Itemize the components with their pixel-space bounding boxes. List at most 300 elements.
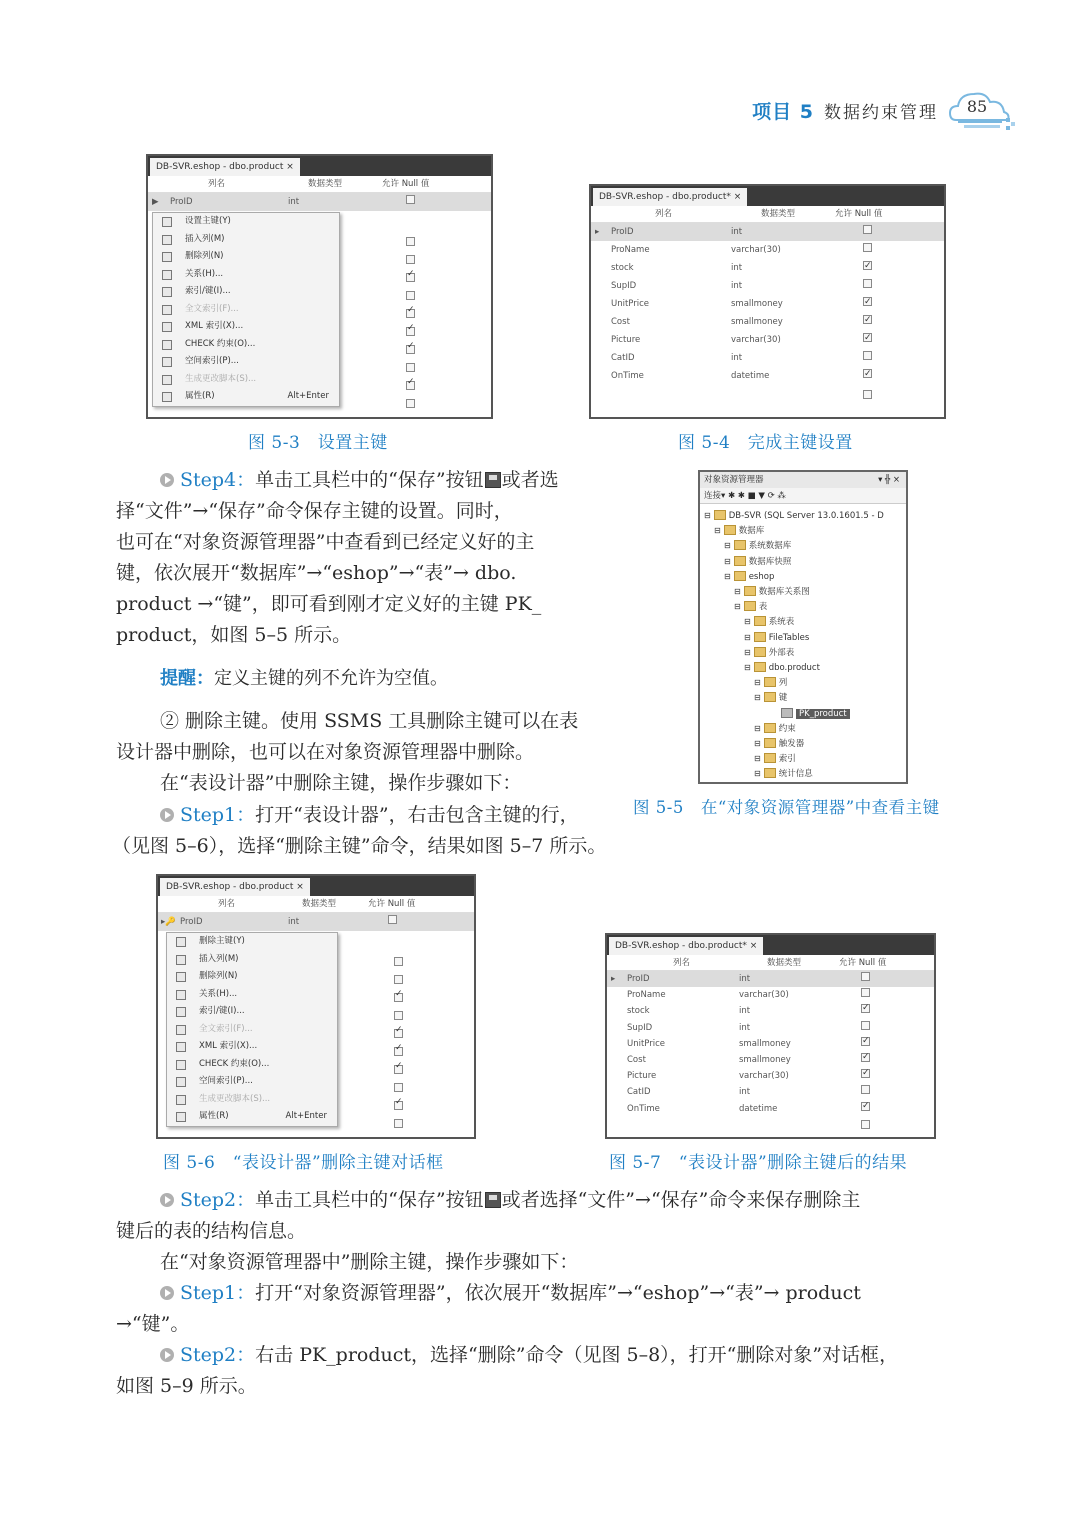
para-step1-line1: Step1：打开“表设计器”，右击包含主键的行，: [160, 800, 579, 831]
table-row[interactable]: [591, 223, 944, 241]
para-delete-line2: 设计器中删除，也可以在对象资源管理器中删除。: [116, 741, 535, 763]
expand-toggle-icon[interactable]: ⊟: [724, 556, 731, 566]
table-row[interactable]: [607, 1101, 934, 1117]
caption-fig-5-3: 图 5-3 设置主键: [248, 433, 388, 453]
cell-name: Picture: [611, 335, 641, 345]
null-checkbox[interactable]: [863, 315, 872, 324]
save-icon: [485, 1192, 501, 1208]
cell-name: UnitPrice: [627, 1038, 666, 1049]
null-checkbox[interactable]: [861, 1004, 870, 1013]
cell-type: int: [288, 917, 300, 927]
chapter-title: 数据约束管理: [824, 102, 938, 123]
expand-toggle-icon[interactable]: ⊟: [744, 663, 751, 672]
tree-node[interactable]: [744, 660, 820, 675]
menu-item-label: 生成更改脚本(S)...: [199, 1093, 271, 1104]
null-checkbox[interactable]: [863, 279, 872, 288]
table-row-empty[interactable]: [607, 1117, 934, 1133]
menu-item-icon: [176, 1060, 186, 1070]
caption-fig-5-7: 图 5-7 “表设计器”删除主键后的结果: [609, 1153, 908, 1173]
table-row[interactable]: [591, 367, 944, 385]
null-checkbox-column: [406, 231, 420, 411]
step-bullet-icon: [160, 473, 174, 487]
menu-item-label: 删除列(N): [185, 251, 224, 261]
para-step4-line3: 也可在“对象资源管理器”中查看到已经定义好的主: [116, 531, 535, 553]
step-bullet-icon: [160, 808, 174, 822]
null-checkbox[interactable]: [861, 1037, 870, 1046]
null-checkbox[interactable]: [394, 1029, 403, 1038]
context-menu-item[interactable]: [167, 986, 337, 1004]
null-checkbox[interactable]: [406, 327, 415, 336]
expand-toggle-icon[interactable]: ⊟: [754, 769, 761, 779]
figure-5-3-screenshot: [146, 154, 493, 419]
table-row[interactable]: [148, 193, 491, 211]
null-checkbox-column: [394, 951, 408, 1131]
context-menu-item[interactable]: [167, 1108, 337, 1126]
para-oe-step2-line2: 如图 5–9 所示。: [116, 1375, 257, 1397]
para-step2-line2: 键后的表的结构信息。: [116, 1220, 307, 1242]
expand-toggle-icon[interactable]: ⊟: [734, 587, 741, 596]
col-name-header: 列名: [218, 899, 236, 909]
column-header: [607, 955, 934, 971]
table-row[interactable]: [591, 313, 944, 331]
cell-type: smallmoney: [739, 1038, 791, 1049]
save-icon: [485, 472, 501, 488]
context-menu-item[interactable]: [167, 933, 337, 951]
tree-node[interactable]: [704, 508, 884, 523]
menu-item-label: 全文索引(F)...: [185, 303, 239, 314]
expand-toggle-icon[interactable]: ⊟: [744, 647, 751, 657]
menu-item-shortcut: Alt+Enter: [287, 391, 329, 401]
step-bullet-icon: [160, 1286, 174, 1300]
tree-node[interactable]: [724, 538, 791, 553]
col-name-header: 列名: [673, 958, 691, 968]
expand-toggle-icon[interactable]: ⊟: [704, 511, 711, 520]
menu-item-label: XML 索引(X)...: [199, 1041, 258, 1051]
null-checkbox[interactable]: [394, 957, 403, 966]
cell-type: smallmoney: [739, 1054, 791, 1065]
cell-name: SupID: [627, 1022, 653, 1033]
tree-node[interactable]: [714, 523, 764, 538]
menu-item-label: 空间索引(P)...: [199, 1076, 253, 1086]
context-menu-item[interactable]: [153, 318, 339, 336]
cell-name: OnTime: [611, 371, 644, 381]
para-step4-line6: product，如图 5–5 所示。: [116, 624, 352, 646]
menu-item-label: XML 索引(X)...: [185, 321, 244, 331]
menu-item-label: 全文索引(F)...: [199, 1023, 253, 1034]
col-null-header: 允许 Null 值: [382, 179, 430, 189]
folder-icon: [744, 586, 756, 596]
null-checkbox[interactable]: [863, 225, 872, 234]
cell-type: smallmoney: [731, 299, 783, 309]
tree-node-label: 约束: [778, 723, 796, 734]
folder-icon: [764, 753, 776, 763]
tree-node-label: 系统表: [768, 617, 795, 628]
expand-toggle-icon[interactable]: ⊟: [734, 602, 741, 612]
para-step4-line4: 键，依次展开“数据库”→“eshop”→“表”→ dbo.: [116, 562, 517, 584]
null-checkbox[interactable]: [861, 1053, 870, 1062]
expand-toggle-icon[interactable]: ⊟: [744, 617, 751, 627]
folder-icon: [734, 540, 746, 550]
context-menu-item[interactable]: [153, 336, 339, 354]
null-checkbox[interactable]: [861, 972, 870, 981]
folder-icon: [754, 662, 766, 672]
menu-item-shortcut: Alt+Enter: [285, 1111, 327, 1121]
para-oe-step1-line2: →“键”。: [116, 1313, 190, 1335]
table-row-empty[interactable]: [591, 385, 944, 403]
menu-item-label: 属性(R): [185, 391, 215, 401]
tree-node[interactable]: [724, 554, 791, 569]
document-tab[interactable]: DB-SVR.eshop - dbo.product* ×: [593, 188, 747, 206]
menu-item-label: 索引/键(I)...: [185, 286, 231, 296]
table-row[interactable]: [607, 1068, 934, 1084]
tree-node-label: 统计信息: [778, 769, 813, 780]
context-menu-item[interactable]: [167, 1056, 337, 1074]
table-row[interactable]: [591, 295, 944, 313]
cell-type: int: [739, 1087, 751, 1098]
folder-icon: [724, 525, 736, 535]
tree-node[interactable]: [778, 706, 850, 721]
null-checkbox[interactable]: [394, 1011, 403, 1020]
expand-toggle-icon[interactable]: ⊟: [754, 723, 761, 733]
cell-type: int: [288, 197, 300, 207]
null-checkbox[interactable]: [861, 1085, 870, 1094]
cell-type: varchar(30): [731, 335, 781, 345]
table-row[interactable]: [607, 987, 934, 1003]
null-checkbox[interactable]: [863, 261, 872, 270]
cell-type: varchar(30): [739, 1071, 789, 1082]
folder-icon: [764, 768, 776, 778]
folder-icon: [764, 692, 776, 702]
menu-item-icon: [162, 375, 172, 385]
table-row[interactable]: [591, 349, 944, 367]
para-oe-intro: 在“对象资源管理器中”删除主键，操作步骤如下：: [160, 1251, 579, 1273]
para-step1-line2: （见图 5–6），选择“删除主键”命令，结果如图 5–7 所示。: [112, 835, 607, 857]
null-checkbox[interactable]: [394, 975, 403, 984]
null-checkbox[interactable]: [861, 1120, 870, 1129]
context-menu-item[interactable]: [153, 231, 339, 249]
expand-toggle-icon[interactable]: ⊟: [724, 571, 731, 581]
context-menu: [166, 932, 338, 1127]
panel-toolbar[interactable]: 连接▾ ✱ ✱ ■ ▼ ⟳ ⁂: [700, 488, 906, 504]
menu-item-label: 属性(R): [199, 1111, 229, 1121]
tab-bar: [148, 156, 491, 176]
menu-item-icon: [176, 1025, 186, 1035]
para-delete-line1: ② 删除主键。使用 SSMS 工具删除主键可以在表: [160, 710, 579, 732]
page-number: 85: [966, 97, 988, 116]
tip-note: [160, 663, 448, 694]
cell-name: ProName: [627, 990, 666, 1001]
panel-titlebar: [700, 472, 906, 488]
cell-type: smallmoney: [731, 317, 783, 327]
null-checkbox[interactable]: [406, 345, 415, 354]
cell-name: Picture: [627, 1071, 657, 1082]
tree-node-label: dbo.product: [768, 663, 820, 673]
tree-node-label: DB-SVR (SQL Server 13.0.1601.5 - D: [728, 511, 884, 521]
col-type-header: 数据类型: [767, 958, 802, 968]
cell-type: int: [739, 1022, 751, 1033]
document-tab[interactable]: DB-SVR.eshop - dbo.product* ×: [609, 937, 763, 955]
menu-item-icon: [176, 1095, 186, 1105]
context-menu-item[interactable]: [167, 1021, 337, 1039]
null-checkbox[interactable]: [394, 1101, 403, 1110]
figure-5-7-screenshot: [605, 933, 936, 1139]
menu-item-label: CHECK 约束(O)...: [185, 338, 256, 349]
menu-item-icon: [162, 252, 172, 262]
tree-node-label: 触发器: [778, 739, 805, 749]
cell-name: ProID: [627, 974, 650, 984]
caption-fig-5-5: 图 5-5 在“对象资源管理器”中查看主键: [633, 798, 940, 817]
cell-name: ProName: [611, 245, 650, 255]
context-menu: [152, 212, 340, 407]
menu-item-icon: [176, 972, 186, 982]
tree-node-label: 系统数据库: [748, 541, 792, 552]
tip-label: 提醒：: [160, 668, 214, 689]
null-checkbox[interactable]: [406, 255, 415, 264]
tree-node[interactable]: [754, 690, 787, 705]
null-checkbox[interactable]: [861, 988, 870, 997]
para-step4-line5: product →“键”，即可看到刚才定义好的主键 PK_: [116, 593, 542, 615]
menu-item-icon: [162, 287, 172, 297]
null-checkbox[interactable]: [861, 1069, 870, 1078]
context-menu-item[interactable]: [167, 1038, 337, 1056]
cell-name: stock: [627, 1006, 650, 1017]
table-row[interactable]: [607, 1084, 934, 1100]
tab-bar: [591, 186, 944, 206]
cloud-icon: [948, 88, 1016, 132]
context-menu-item[interactable]: [153, 213, 339, 231]
menu-item-icon: [162, 392, 172, 402]
null-checkbox[interactable]: [394, 1119, 403, 1128]
cell-name: ProID: [170, 197, 193, 207]
menu-item-icon: [162, 217, 172, 227]
para-oe-step2-line1: Step2：右击 PK_product，选择“删除”命令（见图 5–8），打开“删除对象”对话框，: [160, 1340, 898, 1371]
tree-node-label: 表: [758, 602, 768, 613]
col-null-header: 允许 Null 值: [368, 899, 416, 909]
menu-item-icon: [176, 1077, 186, 1087]
cell-type: datetime: [731, 371, 770, 381]
col-name-header: 列名: [655, 209, 673, 219]
menu-item-label: 空间索引(P)...: [185, 356, 239, 366]
context-menu-item[interactable]: [167, 1073, 337, 1091]
column-header: [591, 206, 944, 223]
key-icon: [781, 708, 793, 718]
menu-item-label: 索引/键(I)...: [199, 1006, 245, 1016]
col-type-header: 数据类型: [302, 899, 337, 909]
menu-item-icon: [176, 955, 186, 965]
figure-5-5-screenshot: [698, 470, 908, 784]
table-row[interactable]: [607, 1036, 934, 1052]
table-row[interactable]: [607, 971, 934, 987]
table-row[interactable]: [591, 241, 944, 259]
cell-type: int: [731, 263, 743, 273]
caption-fig-5-6: 图 5-6 “表设计器”删除主键对话框: [163, 1153, 444, 1173]
row-marker-icon: ▸: [595, 227, 600, 237]
null-checkbox[interactable]: [406, 309, 415, 318]
expand-toggle-icon[interactable]: ⊟: [714, 526, 721, 536]
cell-type: varchar(30): [731, 245, 781, 255]
folder-icon: [754, 616, 766, 626]
folder-icon: [764, 677, 776, 687]
folder-icon: [744, 601, 756, 611]
expand-toggle-icon[interactable]: ⊟: [744, 632, 751, 642]
document-tab[interactable]: DB-SVR.eshop - dbo.product ×: [160, 878, 310, 896]
menu-item-label: 插入列(M): [185, 233, 225, 244]
primary-key-icon: ▸🔑: [161, 917, 176, 927]
table-rows: [591, 223, 944, 403]
panel-title: 对象资源管理器: [704, 475, 764, 485]
context-menu-item[interactable]: [153, 388, 339, 406]
tree-node[interactable]: [754, 675, 787, 690]
para-step2-line1: Step2：单击工具栏中的“保存”按钮 或者选择“文件”→“保存”命令来保存删除主: [160, 1185, 860, 1216]
menu-item-icon: [162, 235, 172, 245]
expand-toggle-icon[interactable]: ⊟: [754, 754, 761, 764]
folder-icon: [734, 571, 746, 581]
tree-node-label: 数据库关系图: [758, 587, 810, 597]
context-menu-item[interactable]: [167, 951, 337, 969]
para-oe-step1-line1: Step1：打开“对象资源管理器”，依次展开“数据库”→“eshop”→“表”→ product: [160, 1278, 861, 1309]
cell-name: OnTime: [627, 1103, 660, 1114]
context-menu-item[interactable]: [153, 266, 339, 284]
context-menu-item[interactable]: [167, 1003, 337, 1021]
null-checkbox[interactable]: [406, 291, 415, 300]
menu-item-label: 生成更改脚本(S)...: [185, 373, 257, 384]
tree-node[interactable]: [744, 614, 794, 629]
menu-item-icon: [162, 305, 172, 315]
null-checkbox[interactable]: [406, 363, 415, 372]
folder-icon: [754, 632, 766, 642]
menu-item-label: 关系(H)...: [185, 268, 224, 279]
cell-name: CatID: [611, 353, 635, 363]
menu-item-label: 插入列(M): [199, 953, 239, 964]
menu-item-icon: [162, 322, 172, 332]
tree-node-label: 外部表: [768, 647, 795, 658]
context-menu-item[interactable]: [167, 968, 337, 986]
tree-node-label: PK_product: [796, 709, 850, 719]
null-checkbox[interactable]: [861, 1102, 870, 1111]
tree-node[interactable]: [724, 569, 774, 584]
page-header: [752, 88, 1016, 132]
project-label: 项目 5: [752, 100, 814, 123]
table-row[interactable]: [591, 259, 944, 277]
null-checkbox[interactable]: [406, 195, 415, 204]
null-checkbox[interactable]: [406, 399, 415, 408]
menu-item-icon: [176, 1007, 186, 1017]
folder-icon: [734, 556, 746, 566]
step-bullet-icon: [160, 1193, 174, 1207]
table-row[interactable]: [158, 913, 474, 931]
figure-5-6-screenshot: [156, 874, 476, 1139]
tree-node[interactable]: [754, 721, 796, 736]
null-checkbox[interactable]: [863, 297, 872, 306]
cell-name: CatID: [627, 1087, 651, 1098]
null-checkbox[interactable]: [406, 237, 415, 246]
null-checkbox[interactable]: [394, 1047, 403, 1056]
tree-node-label: eshop: [748, 571, 775, 582]
context-menu-item[interactable]: [153, 283, 339, 301]
expand-toggle-icon[interactable]: ⊟: [754, 693, 761, 703]
col-type-header: 数据类型: [308, 179, 343, 189]
document-tab[interactable]: DB-SVR.eshop - dbo.product ×: [150, 158, 300, 176]
null-checkbox[interactable]: [394, 1083, 403, 1092]
null-checkbox[interactable]: [863, 369, 872, 378]
menu-item-icon: [176, 937, 186, 947]
menu-item-label: CHECK 约束(O)...: [199, 1058, 270, 1069]
tree-node[interactable]: [754, 736, 804, 751]
tree-node-label: 数据库: [738, 526, 765, 537]
menu-item-icon: [176, 1042, 186, 1052]
table-rows: [607, 971, 934, 1133]
null-checkbox[interactable]: [394, 1065, 403, 1074]
context-menu-item[interactable]: [153, 371, 339, 389]
tree-node[interactable]: [734, 584, 810, 599]
context-menu-item[interactable]: [153, 353, 339, 371]
context-menu-item[interactable]: [167, 1091, 337, 1109]
tree-node[interactable]: [734, 599, 767, 614]
cell-name: ProID: [180, 917, 203, 927]
menu-item-label: 删除列(N): [199, 971, 238, 981]
cell-type: datetime: [739, 1103, 778, 1114]
null-checkbox[interactable]: [406, 381, 415, 390]
table-row[interactable]: [607, 1020, 934, 1036]
menu-item-icon: [162, 340, 172, 350]
tree-node[interactable]: [754, 766, 813, 781]
cell-type: int: [739, 1006, 751, 1017]
menu-item-icon: [176, 1112, 186, 1122]
cell-name: UnitPrice: [611, 299, 650, 309]
null-checkbox[interactable]: [863, 351, 872, 360]
table-row[interactable]: [591, 277, 944, 295]
cell-name: Cost: [627, 1054, 646, 1065]
expand-toggle-icon[interactable]: ⊟: [724, 541, 731, 551]
folder-icon: [714, 510, 726, 520]
null-checkbox[interactable]: [863, 243, 872, 252]
cell-type: int: [731, 353, 743, 363]
null-checkbox[interactable]: [861, 1021, 870, 1030]
panel-controls[interactable]: ▾ ╬ ×: [878, 475, 900, 485]
step-bullet-icon: [160, 1348, 174, 1362]
null-checkbox[interactable]: [863, 333, 872, 342]
expand-toggle-icon[interactable]: ⊟: [754, 739, 761, 748]
menu-item-label: 删除主键(Y): [199, 936, 245, 946]
menu-item-icon: [162, 357, 172, 367]
table-row[interactable]: [607, 1003, 934, 1019]
context-menu-item[interactable]: [153, 301, 339, 319]
null-checkbox[interactable]: [388, 915, 397, 924]
menu-item-label: 设置主键(Y): [185, 216, 231, 226]
para-delete-line3: 在“表设计器”中删除主键，操作步骤如下：: [160, 772, 522, 794]
folder-icon: [764, 723, 776, 733]
tree-node[interactable]: [754, 751, 796, 766]
menu-item-icon: [162, 270, 172, 280]
null-checkbox[interactable]: [863, 390, 872, 399]
expand-toggle-icon[interactable]: ⊟: [754, 678, 761, 688]
null-checkbox[interactable]: [406, 273, 415, 282]
para-step4-line2: 择“文件”→“保存”命令保存主键的设置。同时，: [116, 500, 513, 522]
table-row[interactable]: [591, 331, 944, 349]
col-type-header: 数据类型: [761, 209, 796, 219]
table-row[interactable]: [607, 1052, 934, 1068]
tree-node[interactable]: [744, 630, 809, 645]
para-step4-line1: Step4：单击工具栏中的“保存”按钮 或者选: [160, 465, 559, 496]
cell-type: int: [731, 281, 743, 291]
tab-bar: [158, 876, 474, 896]
context-menu-item[interactable]: [153, 248, 339, 266]
tab-bar: [607, 935, 934, 955]
caption-fig-5-4: 图 5-4 完成主键设置: [678, 433, 853, 453]
null-checkbox[interactable]: [394, 993, 403, 1002]
tree-node[interactable]: [744, 645, 794, 660]
tree-node-label: 键: [778, 693, 788, 704]
